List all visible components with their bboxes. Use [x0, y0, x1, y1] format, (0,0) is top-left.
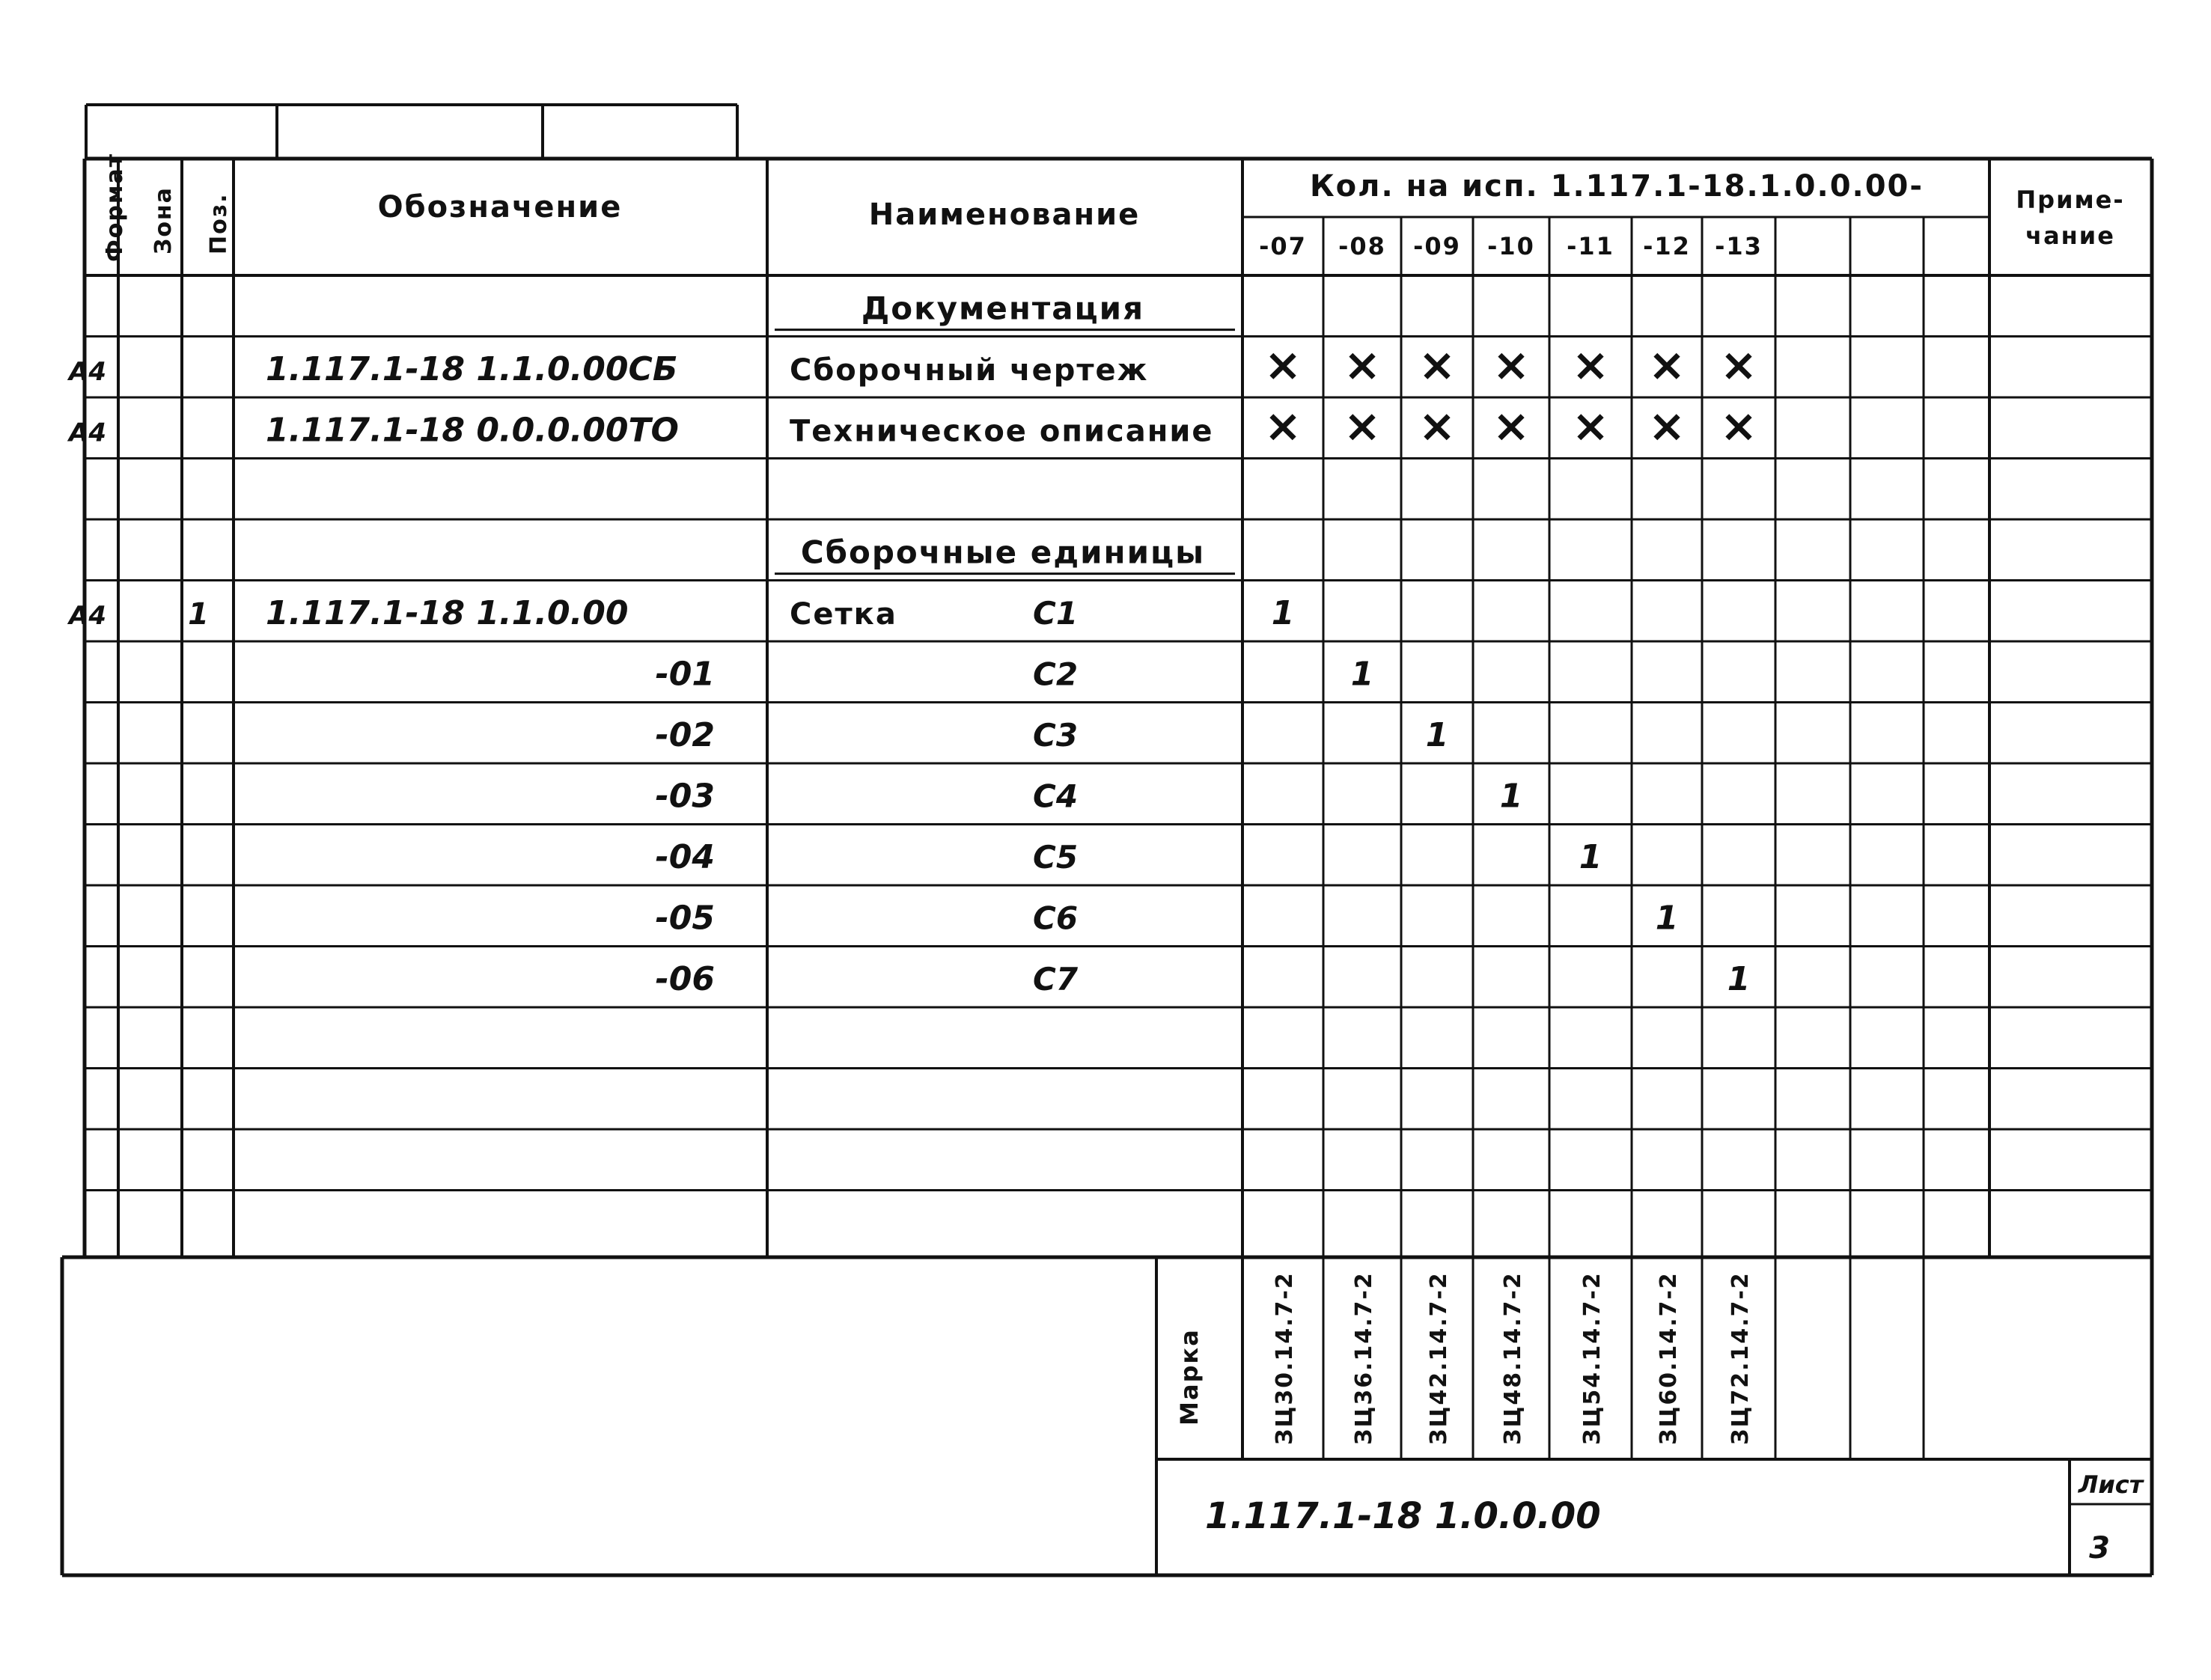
row-designation-suffix: -01 [655, 655, 715, 694]
row-name: Техническое описание [790, 414, 1214, 449]
cross-mark: × [1647, 339, 1686, 392]
table-content [67, 153, 2145, 1566]
header-note-2: чание [2025, 222, 2115, 250]
row-format: А4 [69, 357, 106, 388]
header-variant: -08 [1338, 232, 1386, 260]
quantity-mark: 1 [1350, 655, 1374, 694]
header-designation: Обозначение [377, 190, 623, 224]
header-variant: -12 [1643, 232, 1691, 260]
header-variant: -09 [1413, 232, 1461, 260]
quantity-mark: 1 [1655, 899, 1679, 938]
sheet-label: Лист [2078, 1470, 2144, 1499]
row-mark-label: С6 [1033, 899, 1079, 937]
row-designation-suffix: -06 [655, 960, 715, 999]
cross-mark: × [1418, 339, 1457, 392]
marka-label: Марка [1175, 1328, 1204, 1426]
row-designation-suffix: -03 [655, 777, 715, 816]
quantity-mark: 1 [1727, 960, 1751, 999]
header-name: Наименование [868, 198, 1141, 232]
sheet-number: 3 [2089, 1531, 2110, 1566]
cross-mark: × [1492, 339, 1531, 392]
row-mark-label: С2 [1033, 656, 1079, 693]
header-variant: -11 [1567, 232, 1614, 260]
row-designation-suffix: -05 [655, 899, 715, 938]
row-pos: 1 [188, 597, 209, 632]
row-designation: 1.117.1-18 1.1.0.00 [266, 594, 629, 633]
cross-mark: × [1343, 400, 1382, 453]
row-mark-label: С7 [1033, 961, 1079, 998]
marka-value: ЗЦ30.14.7-2 [1272, 1271, 1298, 1445]
marka-value: ЗЦ60.14.7-2 [1656, 1271, 1682, 1445]
quantity-mark: 1 [1579, 838, 1602, 877]
cross-mark: × [1571, 400, 1610, 453]
cross-mark: × [1418, 400, 1457, 453]
cross-mark: × [1647, 400, 1686, 453]
row-mark-label: С1 [1033, 595, 1079, 632]
cross-mark: × [1571, 339, 1610, 392]
marka-value: ЗЦ54.14.7-2 [1579, 1271, 1605, 1445]
row-designation: 1.117.1-18 0.0.0.00ТО [266, 411, 679, 450]
header-qty-title: Кол. на исп. 1.117.1-18.1.0.0.00- [1309, 169, 1924, 204]
row-format: А4 [69, 418, 106, 448]
row-designation-suffix: -02 [655, 716, 715, 755]
quantity-mark: 1 [1499, 777, 1523, 816]
row-name: Сетка [790, 597, 897, 632]
row-mark-label: С5 [1033, 839, 1079, 876]
marka-value: ЗЦ72.14.7-2 [1727, 1271, 1754, 1445]
header-variant: -07 [1259, 232, 1307, 260]
header-zone: Зона [150, 186, 177, 254]
header-variant: -13 [1715, 232, 1763, 260]
row-name: Сборочный чертеж [790, 353, 1149, 388]
row-section-heading: Документация [861, 290, 1145, 327]
row-mark-label: С3 [1033, 717, 1079, 754]
header-variant: -10 [1487, 232, 1535, 260]
marka-value: ЗЦ42.14.7-2 [1426, 1271, 1452, 1445]
row-designation-suffix: -04 [655, 838, 715, 877]
row-section-heading: Сборочные единицы [800, 534, 1206, 571]
quantity-mark: 1 [1425, 716, 1449, 755]
cross-mark: × [1343, 339, 1382, 392]
cross-mark: × [1719, 400, 1758, 453]
row-format: А4 [69, 601, 106, 632]
row-designation: 1.117.1-18 1.1.0.00СБ [266, 350, 678, 389]
marka-value: ЗЦ36.14.7-2 [1351, 1271, 1377, 1445]
cross-mark: × [1263, 339, 1302, 392]
header-note-1: Приме- [2016, 186, 2125, 214]
row-mark-label: С4 [1033, 778, 1079, 815]
cross-mark: × [1492, 400, 1531, 453]
header-pos: Поз. [206, 192, 232, 254]
header-format: Формат [102, 153, 128, 262]
document-code: 1.117.1-18 1.0.0.00 [1205, 1495, 1601, 1537]
cross-mark: × [1263, 400, 1302, 453]
marka-value: ЗЦ48.14.7-2 [1500, 1271, 1526, 1445]
cross-mark: × [1719, 339, 1758, 392]
quantity-mark: 1 [1271, 594, 1295, 633]
